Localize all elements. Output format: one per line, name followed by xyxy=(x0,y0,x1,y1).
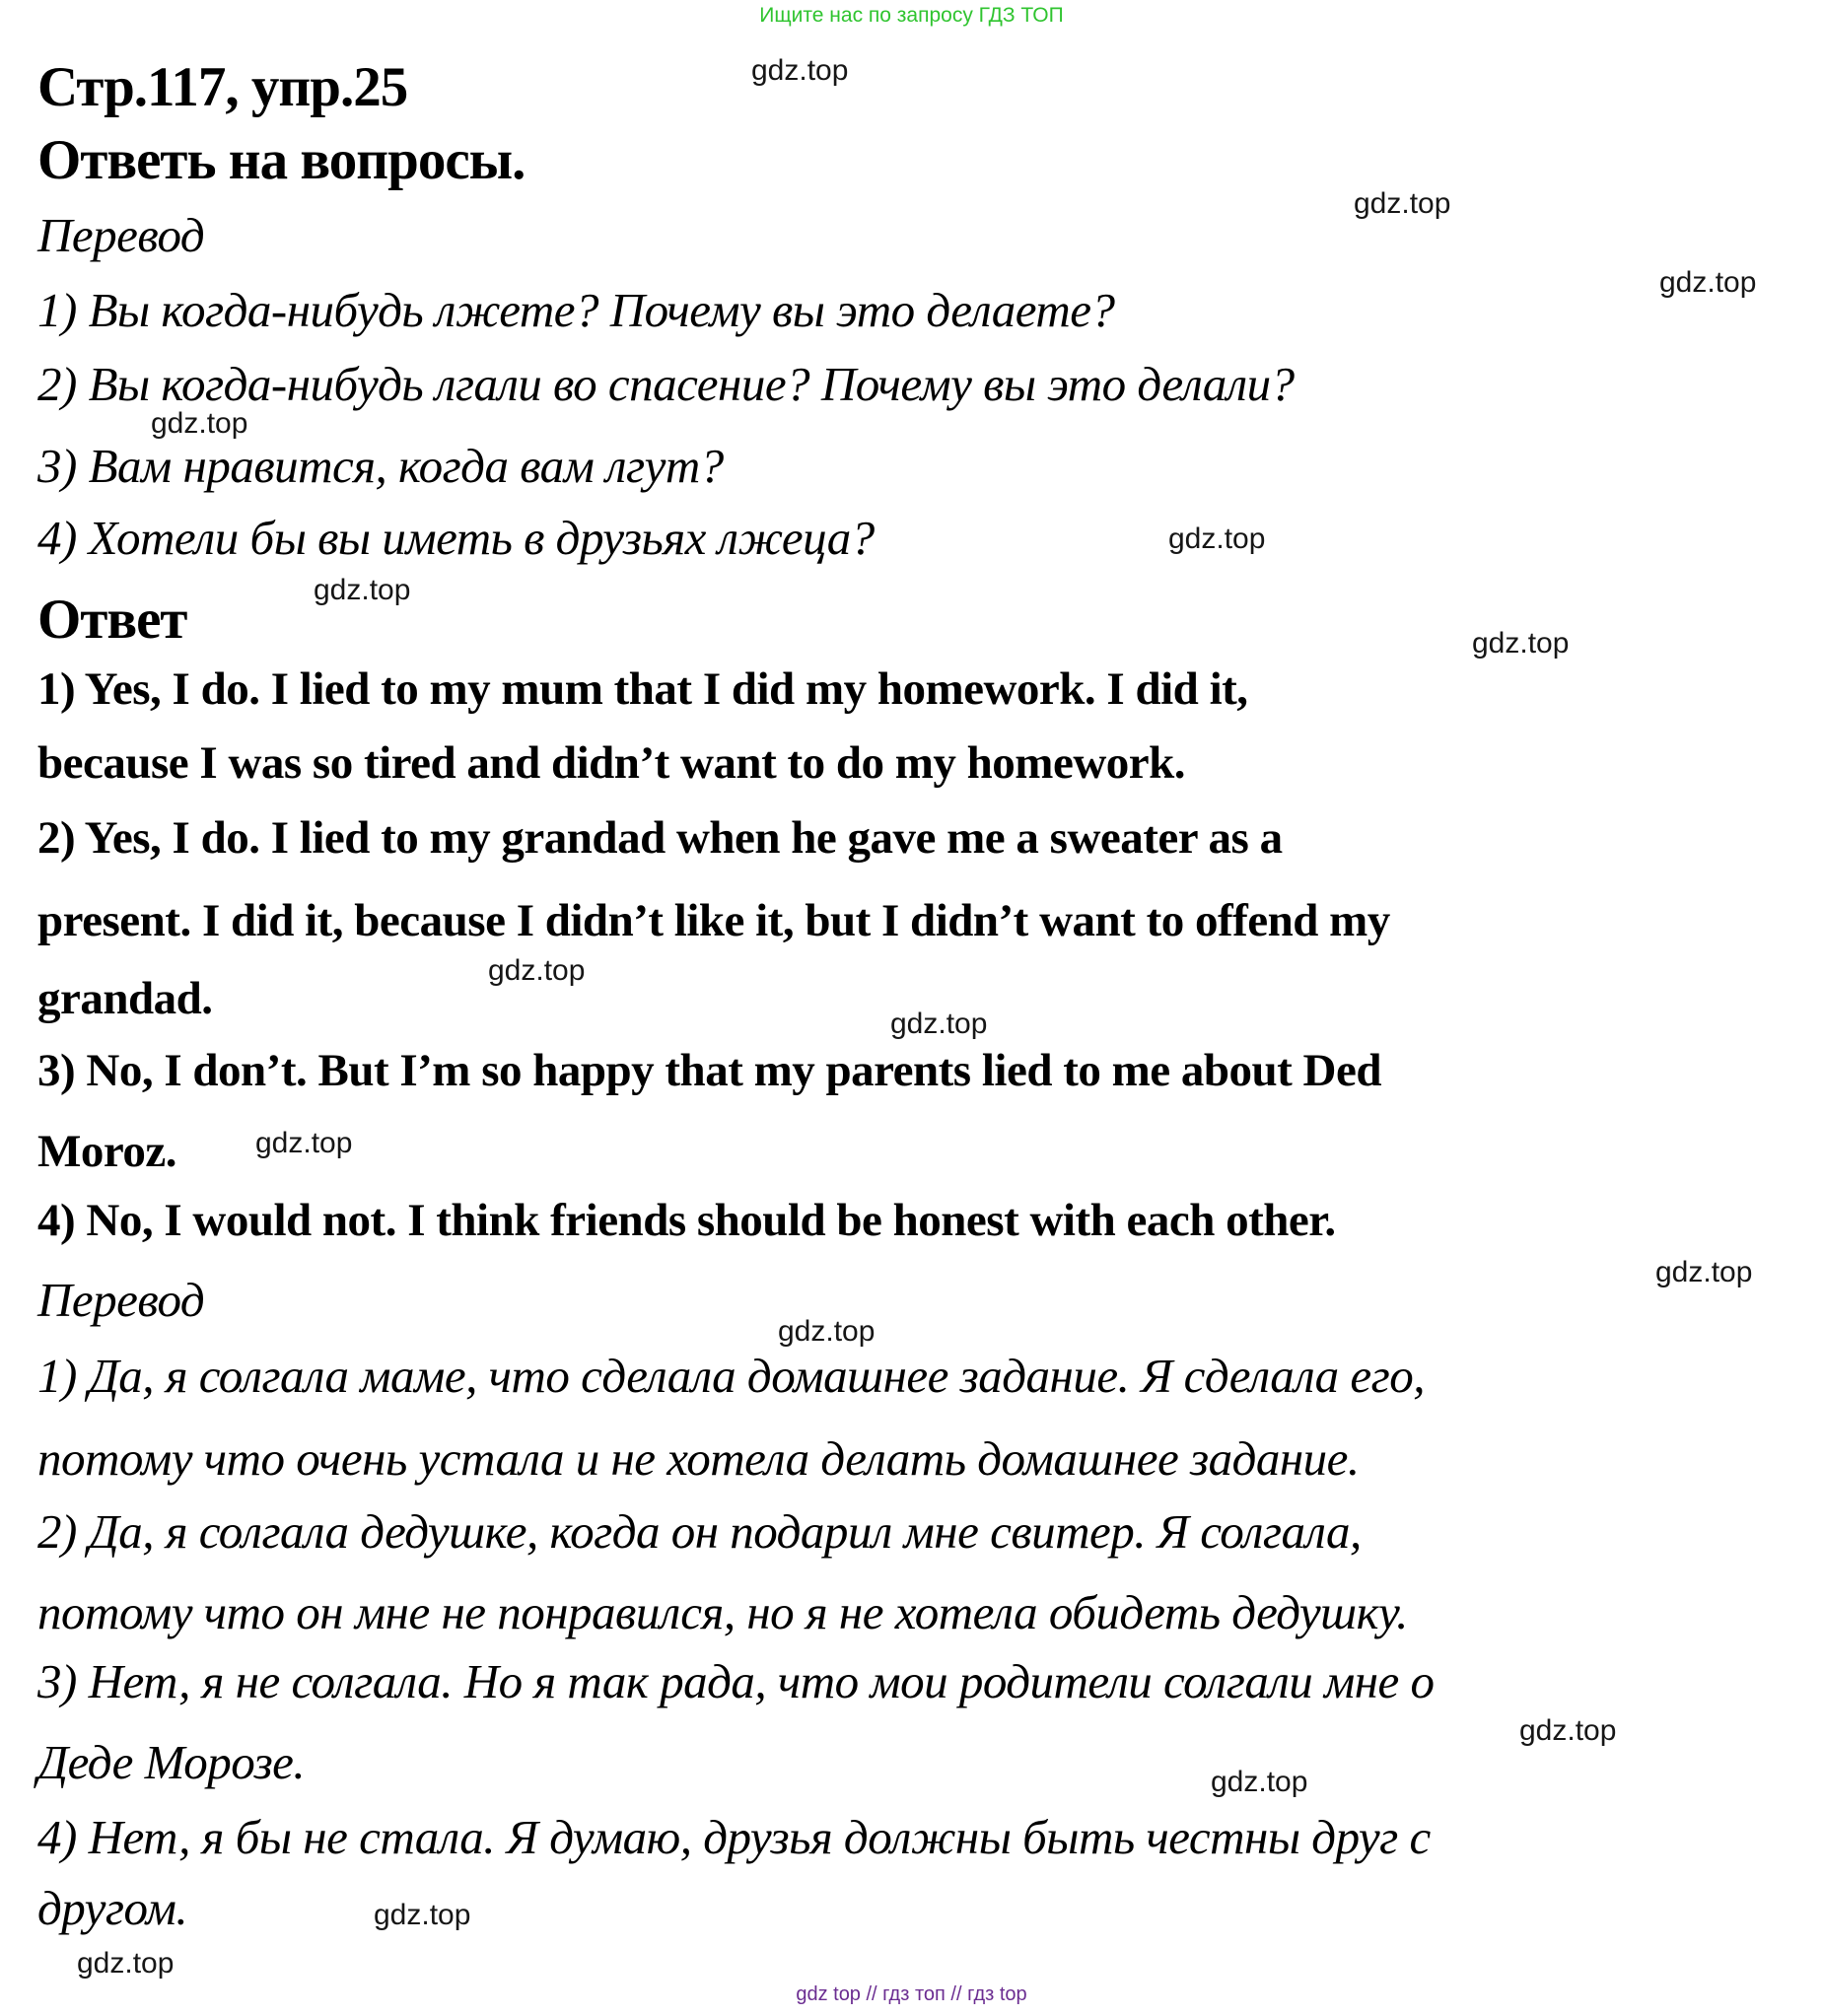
gdz-watermark: gdz.top xyxy=(1659,266,1757,299)
answer-line: present. I did it, because I didn’t like it, but I didn’t want to offend my xyxy=(37,895,1390,946)
gdz-watermark: gdz.top xyxy=(1354,187,1451,220)
gdz-watermark: gdz.top xyxy=(890,1008,988,1040)
answer-line: Moroz. xyxy=(37,1126,176,1177)
task-instruction: Ответь на вопросы. xyxy=(37,129,526,191)
question-line: 1) Вы когда-нибудь лжете? Почему вы это делаете? xyxy=(37,283,1115,337)
page-title: Стр.117, упр.25 xyxy=(37,56,408,118)
translation-label: Перевод xyxy=(37,1273,205,1327)
translation-line: другом. xyxy=(37,1881,188,1935)
gdz-watermark: gdz.top xyxy=(255,1127,353,1159)
question-line: 4) Хотели бы вы иметь в друзьях лжеца? xyxy=(37,511,875,565)
answer-line: grandad. xyxy=(37,973,213,1024)
translation-line: 2) Да, я солгала дедушке, когда он подарил мне свитер. Я солгала, xyxy=(37,1504,1362,1559)
gdz-watermark: gdz.top xyxy=(751,54,849,87)
gdz-watermark: gdz.top xyxy=(151,407,248,440)
translation-line: потому что он мне не понравился, но я не хотела обидеть дедушку. xyxy=(37,1585,1408,1639)
footer-links[interactable]: gdz top // гдз топ // гдз top xyxy=(796,1983,1027,2005)
question-line: 2) Вы когда-нибудь лгали во спасение? Почему вы это делали? xyxy=(37,357,1295,411)
answer-line: 3) No, I don’t. But I’m so happy that my parents lied to me about Ded xyxy=(37,1045,1381,1096)
gdz-watermark: gdz.top xyxy=(1472,627,1570,660)
translation-label: Перевод xyxy=(37,208,205,262)
question-line: 3) Вам нравится, когда вам лгут? xyxy=(37,439,724,493)
gdz-watermark: gdz.top xyxy=(1211,1766,1308,1798)
translation-line: 4) Нет, я бы не стала. Я думаю, друзья должны быть честны друг с xyxy=(37,1810,1431,1864)
translation-line: Деде Морозе. xyxy=(37,1735,306,1789)
answer-line: 1) Yes, I do. I lied to my mum that I did my homework. I did it, xyxy=(37,663,1248,715)
answer-line: 4) No, I would not. I think friends should be honest with each other. xyxy=(37,1195,1336,1246)
answer-label: Ответ xyxy=(37,589,187,651)
promo-banner: Ищите нас по запросу ГДЗ ТОП xyxy=(759,4,1064,27)
answer-line: 2) Yes, I do. I lied to my grandad when he gave me a sweater as a xyxy=(37,812,1283,864)
gdz-watermark: gdz.top xyxy=(1519,1714,1617,1747)
gdz-watermark: gdz.top xyxy=(778,1315,876,1348)
answer-line: because I was so tired and didn’t want to do my homework. xyxy=(37,737,1186,789)
translation-line: 1) Да, я солгала маме, что сделала домашнее задание. Я сделала его, xyxy=(37,1349,1426,1403)
gdz-watermark: gdz.top xyxy=(77,1947,175,1980)
gdz-watermark: gdz.top xyxy=(1168,522,1266,555)
translation-line: потому что очень устала и не хотела делать домашнее задание. xyxy=(37,1431,1360,1486)
gdz-watermark: gdz.top xyxy=(374,1899,471,1931)
gdz-watermark: gdz.top xyxy=(314,574,411,606)
gdz-watermark: gdz.top xyxy=(488,954,586,987)
gdz-watermark: gdz.top xyxy=(1655,1256,1753,1288)
translation-line: 3) Нет, я не солгала. Но я так рада, что мои родители солгали мне о xyxy=(37,1654,1435,1708)
